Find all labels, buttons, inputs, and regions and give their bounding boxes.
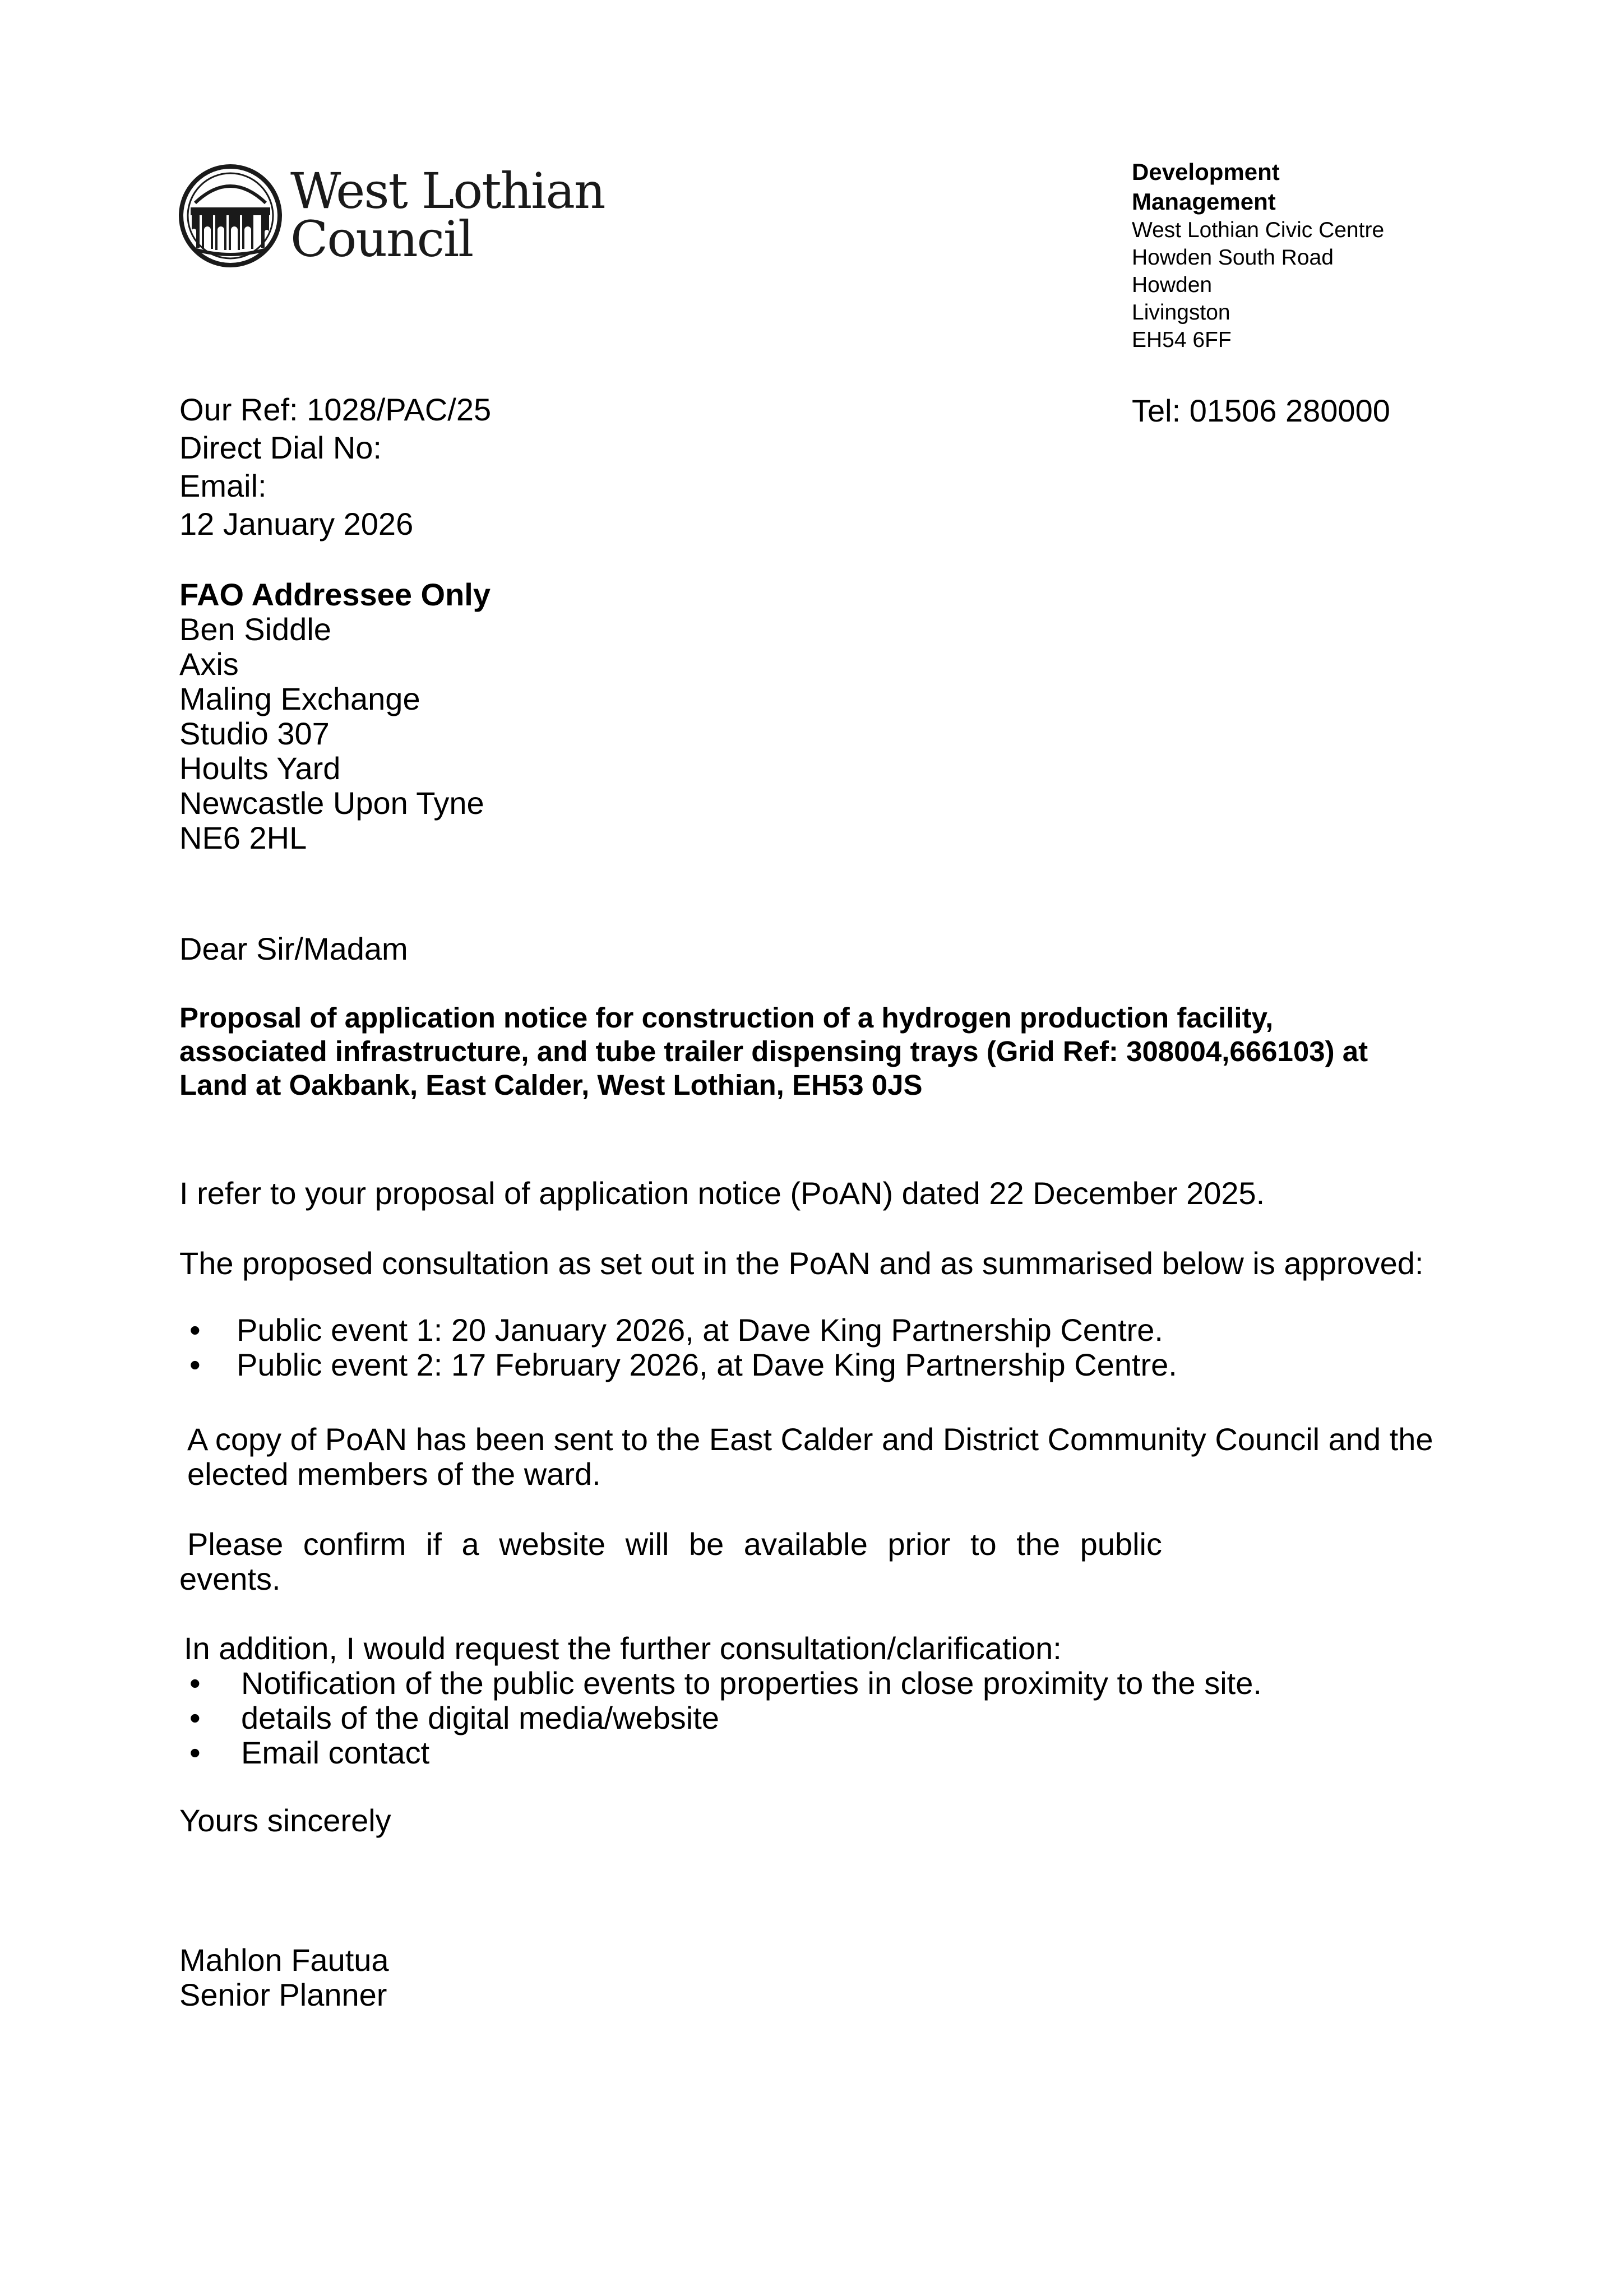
bullet-icon: • (189, 1312, 201, 1348)
event-text: Public event 2: 17 February 2026, at Dave King Partnership Centre. (237, 1347, 1177, 1382)
paragraph-line: In addition, I would request the further consultation/clarification: (184, 1631, 1062, 1666)
department-line-2: Management (1132, 188, 1276, 215)
logo-line-2: Council (290, 210, 473, 268)
subject-line: Land at Oakbank, East Calder, West Lothian, EH53 0JS (179, 1069, 923, 1101)
subject-line: Proposal of application notice for construction of a hydrogen production facility, (179, 1002, 1274, 1034)
recipient-line: Hoults Yard (179, 751, 341, 786)
paragraph-line: A copy of PoAN has been sent to the East Calder and District Community Council and the (187, 1422, 1433, 1457)
list-item (179, 1735, 1062, 1770)
fao-line: FAO Addressee Only (179, 577, 491, 612)
bullet-icon: • (189, 1665, 201, 1701)
event-text: Public event 1: 20 January 2026, at Dave King Partnership Centre. (237, 1312, 1163, 1348)
telephone: Tel: 01506 280000 (1132, 393, 1390, 428)
bullet-icon: • (189, 1735, 201, 1770)
paragraph-copy-sent (187, 1422, 1433, 1492)
signatory-title: Senior Planner (179, 1977, 387, 2012)
paragraph-website (179, 1527, 1162, 1596)
letter-date: 12 January 2026 (179, 506, 414, 541)
recipient-line: Studio 307 (179, 716, 330, 751)
address-line: Livingston (1132, 300, 1230, 325)
paragraph-reference: I refer to your proposal of application notice (PoAN) dated 22 December 2025. (179, 1175, 1265, 1211)
logo-wordmark (290, 162, 605, 268)
recipient-address (179, 577, 491, 855)
list-item (179, 1701, 1062, 1735)
request-text: Email contact (241, 1735, 430, 1770)
list-item (179, 1665, 1262, 1701)
paragraph-requests (179, 1631, 1262, 1770)
sender-address (1132, 157, 1591, 354)
address-line: Howden (1132, 273, 1213, 297)
logo-line-1: West Lothian (290, 162, 605, 220)
viaduct-emblem-icon (178, 164, 283, 268)
department-line-1: Development (1132, 159, 1280, 185)
subject-heading (179, 1001, 1368, 1102)
recipient-line: Ben Siddle (179, 612, 331, 647)
paragraph-line: Please confirm if a website will be available prior to the public (187, 1526, 1162, 1562)
recipient-line: Axis (179, 646, 239, 682)
recipient-line: NE6 2HL (179, 820, 307, 855)
bullet-icon: • (189, 1347, 201, 1382)
paragraph-approval: The proposed consultation as set out in the PoAN and as summarised below is approved: (179, 1246, 1424, 1281)
paragraph-line: events. (179, 1561, 281, 1596)
address-line: EH54 6FF (1132, 328, 1232, 352)
paragraph-line: elected members of the ward. (187, 1456, 601, 1492)
email-label: Email: (179, 468, 267, 503)
request-text: details of the digital media/website (241, 1700, 719, 1735)
recipient-line: Maling Exchange (179, 681, 420, 716)
our-ref: Our Ref: 1028/PAC/25 (179, 392, 492, 427)
bullet-icon: • (189, 1700, 201, 1735)
signatory-name: Mahlon Fautua (179, 1942, 389, 1978)
recipient-line: Newcastle Upon Tyne (179, 785, 484, 821)
address-line: West Lothian Civic Centre (1132, 218, 1385, 242)
subject-line: associated infrastructure, and tube trailer dispensing trays (Grid Ref: 308004,666103) at (179, 1035, 1368, 1067)
direct-dial: Direct Dial No: (179, 430, 382, 465)
request-text: Notification of the public events to properties in close proximity to the site. (241, 1665, 1262, 1701)
closing: Yours sincerely (179, 1803, 391, 1838)
council-logo (178, 162, 605, 270)
salutation: Dear Sir/Madam (179, 931, 408, 966)
reference-block (179, 392, 491, 545)
address-line: Howden South Road (1132, 246, 1334, 270)
signature-block (179, 1943, 389, 2012)
